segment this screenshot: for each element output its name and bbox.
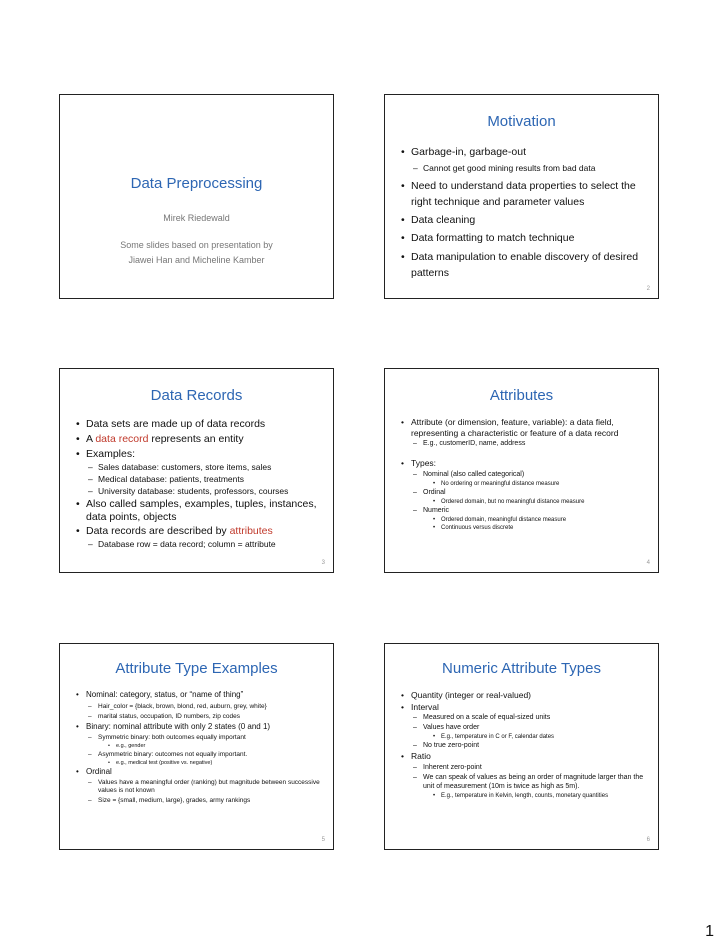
- sub-bullet: – Numeric: [401, 506, 648, 515]
- slide-body: [76, 417, 323, 551]
- sub-bullet: – University database: students, professors, courses: [76, 486, 323, 497]
- bullet: • Data formatting to match technique: [401, 231, 648, 246]
- sub-sub-bullet: • E.g., temperature in Kelvin, length, counts, monetary quantities: [401, 792, 648, 800]
- slide-title: Data Preprocessing: [130, 175, 263, 192]
- slide-number: 5: [321, 837, 325, 843]
- sub-bullet: – Nominal (also called categorical): [401, 470, 648, 479]
- sub-sub-bullet: • No ordering or meaningful distance measure: [401, 480, 648, 488]
- bullet: [76, 432, 323, 447]
- bullet: • Quantity (integer or real-valued): [401, 690, 648, 701]
- slide-3: [59, 368, 334, 573]
- sub-sub-bullet: • Ordered domain, but no meaningful distance measure: [401, 498, 648, 506]
- bullet: • Need to understand data properties to select the right technique and parameter values: [401, 178, 648, 210]
- slide-5: [59, 643, 334, 850]
- sub-bullet: – Ordinal: [401, 488, 648, 497]
- sub-bullet: – Database row = data record; column = attribute: [76, 539, 323, 550]
- slide-number: 4: [646, 560, 650, 566]
- bullet: • Garbage-in, garbage-out: [401, 145, 648, 160]
- bullet: • Nominal: category, status, or “name of thing”: [76, 690, 323, 701]
- slide-title: Attribute Type Examples: [115, 660, 278, 677]
- bullet: • Interval: [401, 702, 648, 713]
- slide-body: [76, 690, 323, 806]
- bullet-text: Data records are described by: [86, 525, 230, 537]
- slide-number: 2: [646, 286, 650, 292]
- sub-sub-bullet: • Ordered domain, meaningful distance measure: [401, 516, 648, 524]
- sub-sub-bullet: • E.g., temperature in C or F, calendar dates: [401, 733, 648, 741]
- sub-bullet: – E.g., customerID, name, address: [401, 439, 648, 448]
- sub-bullet: – Size = {small, medium, large}, grades, army rankings: [76, 796, 323, 805]
- sub-sub-bullet: • Continuous versus discrete: [401, 524, 648, 532]
- credit-line-1: Some slides based on presentation by: [120, 240, 273, 250]
- slide-title: Data Records: [150, 387, 243, 404]
- sub-bullet: – marital status, occupation, ID numbers, zip codes: [76, 712, 323, 721]
- page-number: 1: [705, 923, 714, 940]
- bullet: • Examples:: [76, 447, 323, 462]
- slide-title: Motivation: [487, 113, 556, 130]
- slide-1: [59, 94, 334, 299]
- slide-title: Attributes: [489, 387, 554, 404]
- bullet: • Attribute (or dimension, feature, variable): a data field, representing a characteristic or feature of a data record: [401, 417, 648, 438]
- slide-title: Numeric Attribute Types: [442, 660, 601, 677]
- bullet-text: A: [86, 433, 96, 445]
- bullet: • Data cleaning: [401, 213, 648, 228]
- sub-sub-bullet: • e.g., medical test (positive vs. negative): [76, 760, 323, 767]
- sub-bullet: – Asymmetric binary: outcomes not equally important.: [76, 750, 323, 759]
- sub-bullet: – Values have order: [401, 723, 648, 732]
- slide-number: 3: [321, 560, 325, 566]
- slide-number: 6: [646, 837, 650, 843]
- sub-bullet: – Symmetric binary: both outcomes equally important: [76, 733, 323, 742]
- sub-bullet: – We can speak of values as being an order of magnitude larger than the unit of measurement (10m is twice as high as 5m).: [401, 773, 648, 791]
- highlight-term: attributes: [229, 525, 273, 537]
- slide-6: [384, 643, 659, 850]
- author-name: Mirek Riedewald: [163, 213, 230, 223]
- bullet: • Data sets are made up of data records: [76, 417, 323, 432]
- sub-bullet: – Hair_color = {black, brown, blond, red, auburn, grey, white}: [76, 702, 323, 711]
- bullet: • Data manipulation to enable discovery of desired patterns: [401, 249, 648, 281]
- credit-note: [60, 238, 333, 268]
- sub-bullet: – Cannot get good mining results from bad data: [401, 163, 648, 174]
- slide-2: [384, 94, 659, 299]
- credit-line-2: Jiawei Han and Micheline Kamber: [128, 255, 265, 265]
- bullet: • Ratio: [401, 751, 648, 762]
- slide-body: [401, 417, 648, 532]
- bullet: [76, 524, 323, 539]
- bullet-text: represents an entity: [148, 433, 244, 445]
- sub-bullet: – Inherent zero-point: [401, 763, 648, 772]
- sub-sub-bullet: • e.g., gender: [76, 743, 323, 750]
- slide-body: [401, 145, 648, 284]
- bullet: • Ordinal: [76, 767, 323, 778]
- bullet: • Types:: [401, 458, 648, 469]
- sub-bullet: – Measured on a scale of equal-sized units: [401, 713, 648, 722]
- slide-body: [401, 690, 648, 800]
- bullet: • Binary: nominal attribute with only 2 states (0 and 1): [76, 722, 323, 733]
- sub-bullet: – Medical database: patients, treatments: [76, 474, 323, 485]
- sub-bullet: – Values have a meaningful order (ranking) but magnitude between successive values is not known: [76, 779, 323, 795]
- sub-bullet: – No true zero-point: [401, 741, 648, 750]
- slide-4: [384, 368, 659, 573]
- sub-bullet: – Sales database: customers, store items, sales: [76, 462, 323, 473]
- bullet: • Also called samples, examples, tuples, instances, data points, objects: [76, 498, 323, 524]
- highlight-term: data record: [95, 433, 149, 445]
